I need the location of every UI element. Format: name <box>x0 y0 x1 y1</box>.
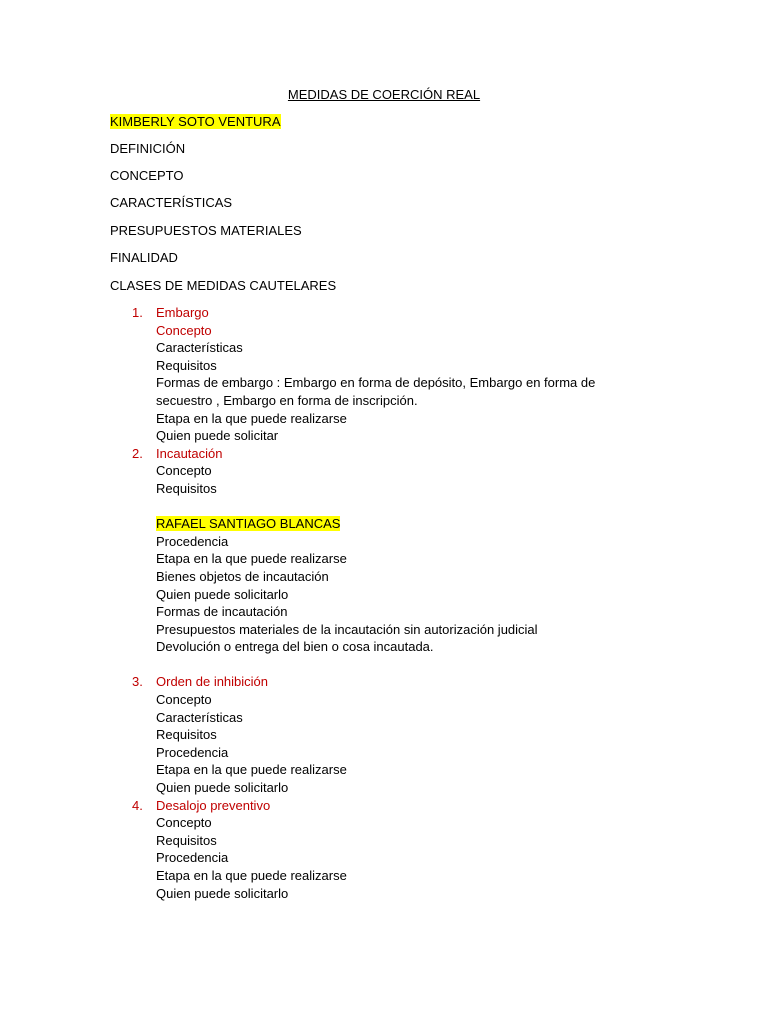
subitem: Requisitos <box>156 727 217 743</box>
subitem: Formas de incautación <box>156 604 288 620</box>
subitem-formas-embargo: Formas de embargo : Embargo en forma de depósito, Embargo en forma de secuestro , Embargo en forma de inscripción. <box>156 375 596 408</box>
list-item-embargo <box>132 304 626 322</box>
list-item-orden-inhibicion <box>132 673 626 691</box>
subitem: Bienes objetos de incautación <box>156 568 329 584</box>
author-name-highlight: RAFAEL SANTIAGO BLANCAS <box>156 516 341 532</box>
subitem: Quien puede solicitarlo <box>156 586 289 602</box>
subitem: Concepto <box>156 692 212 708</box>
subitem: Requisitos <box>156 357 217 373</box>
document-title: MEDIDAS DE COERCIÓN REAL <box>287 87 481 102</box>
section-heading: Incautación <box>156 445 223 461</box>
list-item-desalojo-preventivo <box>132 797 626 815</box>
subitem: Quien puede solicitarlo <box>156 780 289 796</box>
intro-line-concepto: CONCEPTO <box>110 168 184 183</box>
intro-line-presupuestos: PRESUPUESTOS MATERIALES <box>110 223 302 238</box>
author-line <box>110 113 281 130</box>
measures-list <box>132 304 626 902</box>
list-number: 3. <box>132 674 143 690</box>
spacer <box>156 498 626 516</box>
section-heading: Orden de inhibición <box>156 674 269 690</box>
author-line-2 <box>156 515 626 533</box>
intro-line-finalidad: FINALIDAD <box>110 250 178 265</box>
subitem: Procedencia <box>156 850 229 866</box>
subitem: Concepto <box>156 815 212 831</box>
intro-line-definicion: DEFINICIÓN <box>110 141 186 156</box>
intro-line-caracteristicas: CARACTERÍSTICAS <box>110 195 233 210</box>
subitem: Requisitos <box>156 832 217 848</box>
spacer <box>156 656 626 674</box>
section-heading: Desalojo preventivo <box>156 797 271 813</box>
subitem: Requisitos <box>156 480 217 496</box>
subitem: Etapa en la que puede realizarse <box>156 868 347 883</box>
subitem: Etapa en la que puede realizarse <box>156 551 347 567</box>
intro-line-clases: CLASES DE MEDIDAS CAUTELARES <box>110 278 337 293</box>
subitem: Características <box>156 709 243 725</box>
subitem: Procedencia <box>156 744 229 760</box>
subitem: Devolución o entrega del bien o cosa incautada. <box>156 639 434 655</box>
author-name-highlight: KIMBERLY SOTO VENTURA <box>110 114 281 129</box>
subitem: Etapa en la que puede realizarse <box>156 410 347 426</box>
subitem-concepto-red: Concepto <box>156 322 212 338</box>
subitem: Características <box>156 340 243 356</box>
subitem: Presupuestos materiales de la incautación sin autorización judicial <box>156 621 538 637</box>
list-number: 4. <box>132 797 143 813</box>
list-item-incautacion <box>132 445 626 463</box>
subitem: Etapa en la que puede realizarse <box>156 762 347 778</box>
list-number: 2. <box>132 445 143 461</box>
list-number: 1. <box>132 305 143 320</box>
section-heading: Embargo <box>156 305 209 320</box>
subitem: Procedencia <box>156 533 229 549</box>
subitem: Concepto <box>156 463 212 479</box>
subitem: Quien puede solicitarlo <box>156 885 289 901</box>
subitem: Quien puede solicitar <box>156 428 279 444</box>
